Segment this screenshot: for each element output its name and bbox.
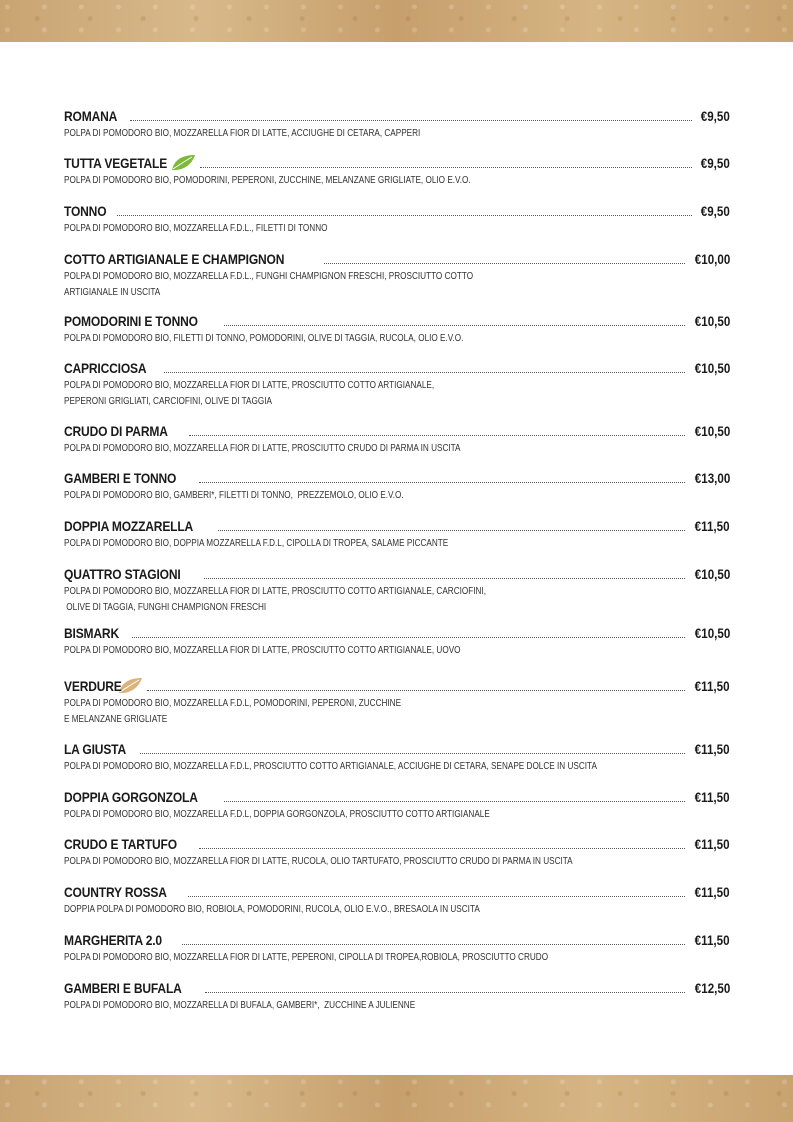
menu-item-header [64,155,730,172]
menu-item [64,518,730,551]
menu-item-description: PEPERONI GRIGLIATI, CARCIOFINI, OLIVE DI TAGGIA [64,395,272,407]
menu-item-description: E MELANZANE GRIGLIATE [64,713,168,725]
bottom-decorative-band [0,1075,793,1122]
menu-item [64,678,730,727]
menu-item-description: POLPA DI POMODORO BIO, MOZZARELLA FIOR DI LATTE, PROSCIUTTO CRUDO DI PARMA IN USCITA [64,442,461,454]
menu-item [64,423,730,456]
menu-item-name: CAPRICCIOSA [64,360,147,376]
menu-item-price: €11,50 [695,885,730,900]
menu-item [64,566,730,615]
menu-item [64,932,730,965]
dotted-leader [130,119,692,121]
menu-item [64,625,730,658]
menu-item-description: POLPA DI POMODORO BIO, DOPPIA MOZZARELLA F.D.L, CIPOLLA DI TROPEA, SALAME PICCANTE [64,537,449,549]
dotted-leader [324,262,685,264]
menu-item-header [64,360,730,377]
dotted-leader [199,847,685,849]
menu-item-name: ROMANA [64,108,118,124]
dotted-leader [188,895,686,897]
menu-item-price: €10,50 [694,424,730,439]
menu-item [64,980,730,1013]
menu-item-header [64,836,730,853]
menu-item-name: TONNO [64,203,107,219]
menu-item-name: DOPPIA GORGONZOLA [64,789,198,805]
dotted-leader [204,577,685,579]
menu-item-description: POLPA DI POMODORO BIO, MOZZARELLA F.D.L, DOPPIA GORGONZOLA, PROSCIUTTO COTTO ARTIGIANALE [64,808,490,820]
menu-item-description: POLPA DI POMODORO BIO, GAMBERI*, FILETTI DI TONNO, PREZZEMOLO, OLIO E.V.O. [64,489,404,501]
menu-item-description: POLPA DI POMODORO BIO, MOZZARELLA F.D.L, PROSCIUTTO COTTO ARTIGIANALE, ACCIUGHE DI CETARA, SENAPE DOLCE IN USCITA [64,760,597,772]
menu-item-price: €9,50 [700,156,730,171]
menu-item-description: OLIVE DI TAGGIA, FUNGHI CHAMPIGNON FRESCHI [64,601,267,613]
menu-item-name: MARGHERITA 2.0 [64,932,162,948]
dotted-leader [189,434,685,436]
menu-item-header [64,518,730,535]
menu-item-description: POLPA DI POMODORO BIO, MOZZARELLA FIOR DI LATTE, ACCIUGHE DI CETARA, CAPPERI [64,127,421,139]
menu-item-price: €11,50 [695,679,730,694]
menu-item-header [64,470,730,487]
menu-item-header [64,678,730,695]
menu-item-price: €10,00 [694,252,730,267]
menu-item [64,836,730,869]
menu-item-description: ARTIGIANALE IN USCITA [64,286,161,298]
menu-item-price: €10,50 [694,626,730,641]
menu-item-header [64,566,730,583]
menu-item-price: €10,50 [694,361,730,376]
menu-item-price: €11,50 [695,519,730,534]
menu-item-price: €9,50 [700,204,730,219]
menu-item-header [64,108,730,125]
menu-item-price: €10,50 [694,567,730,582]
menu-item-description: POLPA DI POMODORO BIO, MOZZARELLA DI BUFALA, GAMBERI*, ZUCCHINE A JULIENNE [64,999,416,1011]
menu-item-header [64,932,730,949]
menu-item-header [64,423,730,440]
dotted-leader [164,371,685,373]
menu-item-description: POLPA DI POMODORO BIO, POMODORINI, PEPERONI, ZUCCHINE, MELANZANE GRIGLIATE, OLIO E.V.O. [64,174,471,186]
menu-item-description: POLPA DI POMODORO BIO, MOZZARELLA FIOR DI LATTE, PROSCIUTTO COTTO ARTIGIANALE, CARCIOFINI, [64,585,487,597]
menu-item-name: BISMARK [64,625,119,641]
menu-item [64,251,730,300]
menu-item [64,108,730,141]
dotted-leader [199,481,685,483]
menu-item-name: COUNTRY ROSSA [64,884,167,900]
menu-item-name: QUATTRO STAGIONI [64,566,181,582]
menu-item [64,789,730,822]
top-decorative-band [0,0,793,42]
menu-item-name: DOPPIA MOZZARELLA [64,518,194,534]
menu-item-description: POLPA DI POMODORO BIO, FILETTI DI TONNO, POMODORINI, OLIVE DI TAGGIA, RUCOLA, OLIO E.V.O. [64,332,464,344]
menu-item-price: €11,50 [695,790,730,805]
dotted-leader [218,529,685,531]
dotted-leader [224,800,686,802]
menu-item-name: TUTTA VEGETALE [64,155,168,171]
dotted-leader [147,689,685,691]
dotted-leader [205,991,685,993]
menu-item-price: €10,50 [694,314,730,329]
dotted-leader [200,166,692,168]
menu-item-description: POLPA DI POMODORO BIO, MOZZARELLA F.D.L, POMODORINI, PEPERONI, ZUCCHINE [64,697,402,709]
menu-item-header [64,789,730,806]
menu-item-header [64,625,730,642]
menu-item-description: POLPA DI POMODORO BIO, MOZZARELLA FIOR DI LATTE, PROSCIUTTO COTTO ARTIGIANALE, UOVO [64,644,461,656]
menu-item-price: €9,50 [700,109,730,124]
menu-item [64,360,730,409]
dotted-leader [140,752,685,754]
menu-item-price: €12,50 [694,981,730,996]
dotted-leader [224,324,685,326]
menu-item-header [64,980,730,997]
menu-item [64,203,730,236]
menu-item-header [64,251,730,268]
menu-item-name: VERDURE [64,678,122,694]
menu-item-header [64,741,730,758]
menu-item [64,884,730,917]
menu-item-name: GAMBERI E TONNO [64,470,177,486]
menu-item [64,741,730,774]
menu-item-name: GAMBERI E BUFALA [64,980,182,996]
menu-item-description: POLPA DI POMODORO BIO, MOZZARELLA FIOR DI LATTE, PEPERONI, CIPOLLA DI TROPEA,ROBIOLA, PROSCIUTTO CRUDO [64,951,549,963]
menu-item-price: €11,50 [695,933,730,948]
menu-item [64,470,730,503]
menu-item-description: POLPA DI POMODORO BIO, MOZZARELLA FIOR DI LATTE, RUCOLA, OLIO TARTUFATO, PROSCIUTTO CRUDO DI PARMA IN USCITA [64,855,573,867]
menu-item-price: €11,50 [695,837,730,852]
dotted-leader [117,214,692,216]
menu-item [64,313,730,346]
menu-item-header [64,884,730,901]
menu-item-header [64,203,730,220]
menu-item-name: COTTO ARTIGIANALE E CHAMPIGNON [64,251,285,267]
menu-item-header [64,313,730,330]
menu-item-name: LA GIUSTA [64,741,127,757]
menu-item-description: POLPA DI POMODORO BIO, MOZZARELLA F.D.L., FUNGHI CHAMPIGNON FRESCHI, PROSCIUTTO COTTO [64,270,474,282]
menu-item [64,155,730,188]
menu-item-name: CRUDO E TARTUFO [64,836,177,852]
menu-item-description: POLPA DI POMODORO BIO, MOZZARELLA F.D.L., FILETTI DI TONNO [64,222,328,234]
green-leaf-icon [170,154,196,172]
menu-item-price: €13,00 [694,471,730,486]
menu-item-name: POMODORINI E TONNO [64,313,198,329]
dotted-leader [182,943,686,945]
dotted-leader [132,636,685,638]
menu-item-description: POLPA DI POMODORO BIO, MOZZARELLA FIOR DI LATTE, PROSCIUTTO COTTO ARTIGIANALE, [64,379,435,391]
menu-item-description: DOPPIA POLPA DI POMODORO BIO, ROBIOLA, POMODORINI, RUCOLA, OLIO E.V.O., BRESAOLA IN USCITA [64,903,480,915]
menu-item-price: €11,50 [695,742,730,757]
menu-item-name: CRUDO DI PARMA [64,423,168,439]
